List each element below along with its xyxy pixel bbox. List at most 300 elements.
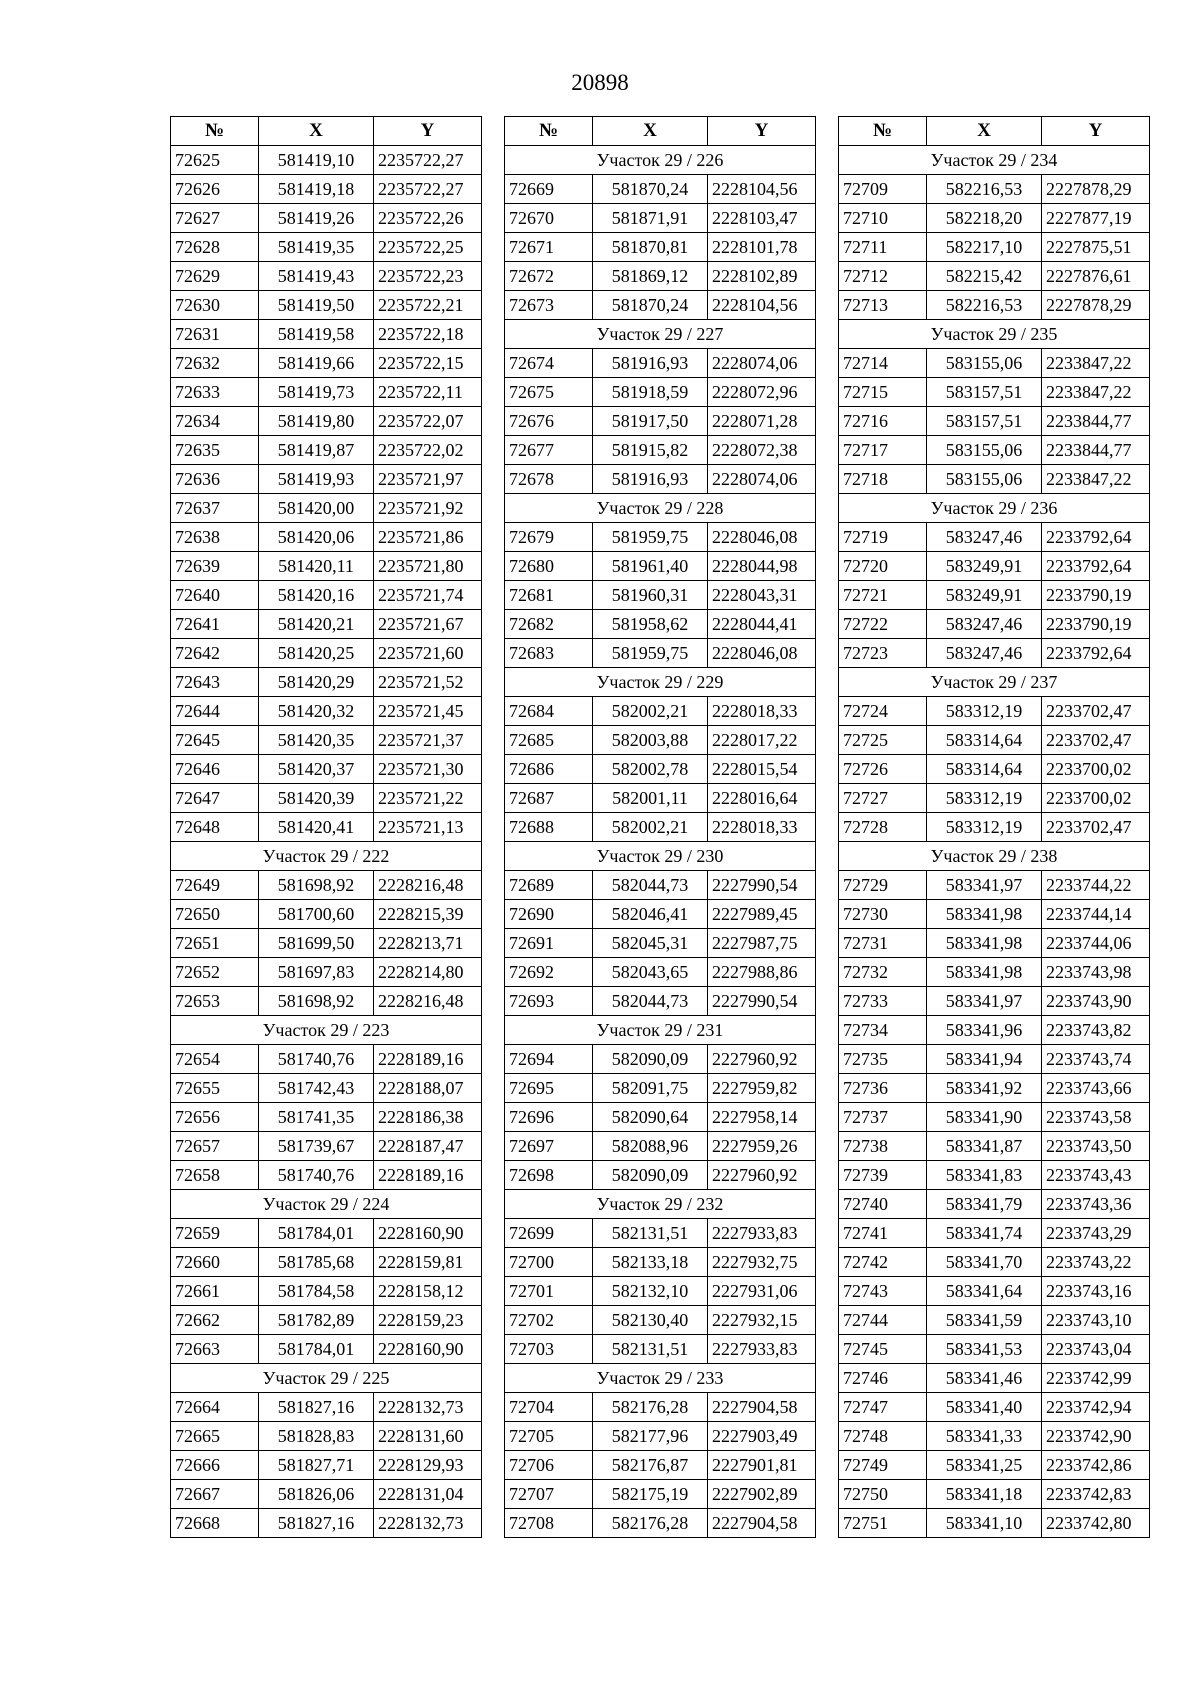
table-row	[505, 1132, 816, 1161]
cell-y: 2235721,22	[374, 784, 482, 813]
cell-y: 2227988,86	[708, 958, 816, 987]
cell-num: 72689	[505, 871, 593, 900]
cell-y: 2235722,21	[374, 291, 482, 320]
table-row	[839, 349, 1150, 378]
table-row	[505, 958, 816, 987]
cell-x: 582002,21	[593, 697, 708, 726]
cell-num: 72663	[171, 1335, 259, 1364]
section-title: Участок 29 / 229	[505, 668, 816, 697]
cell-y: 2227901,81	[708, 1451, 816, 1480]
cell-num: 72654	[171, 1045, 259, 1074]
table-row	[171, 436, 482, 465]
cell-y: 2233743,22	[1042, 1248, 1150, 1277]
table-row	[171, 1219, 482, 1248]
table-row	[839, 726, 1150, 755]
cell-num: 72732	[839, 958, 927, 987]
cell-y: 2228131,60	[374, 1422, 482, 1451]
cell-y: 2235721,80	[374, 552, 482, 581]
cell-x: 582177,96	[593, 1422, 708, 1451]
cell-x: 581420,25	[259, 639, 374, 668]
cell-y: 2235722,23	[374, 262, 482, 291]
cell-num: 72671	[505, 233, 593, 262]
table-row	[505, 755, 816, 784]
cell-num: 72707	[505, 1480, 593, 1509]
cell-num: 72720	[839, 552, 927, 581]
cell-num: 72645	[171, 726, 259, 755]
cell-num: 72657	[171, 1132, 259, 1161]
cell-x: 581826,06	[259, 1480, 374, 1509]
table-row	[505, 349, 816, 378]
cell-x: 583312,19	[927, 813, 1042, 842]
table-row	[839, 1480, 1150, 1509]
table-row	[171, 1074, 482, 1103]
cell-num: 72669	[505, 175, 593, 204]
cell-x: 582002,21	[593, 813, 708, 842]
cell-y: 2227877,19	[1042, 204, 1150, 233]
cell-x: 581870,24	[593, 175, 708, 204]
cell-x: 583247,46	[927, 610, 1042, 639]
cell-num: 72678	[505, 465, 593, 494]
cell-y: 2233702,47	[1042, 813, 1150, 842]
cell-x: 581785,68	[259, 1248, 374, 1277]
table-row	[505, 1219, 816, 1248]
cell-y: 2233847,22	[1042, 378, 1150, 407]
cell-y: 2233742,90	[1042, 1422, 1150, 1451]
table-row	[171, 639, 482, 668]
table-row	[839, 552, 1150, 581]
cell-y: 2233792,64	[1042, 523, 1150, 552]
cell-y: 2228215,39	[374, 900, 482, 929]
section-row	[171, 1364, 482, 1393]
cell-x: 583247,46	[927, 523, 1042, 552]
cell-x: 581869,12	[593, 262, 708, 291]
cell-x: 583341,53	[927, 1335, 1042, 1364]
cell-y: 2227878,29	[1042, 175, 1150, 204]
section-row	[839, 146, 1150, 175]
coordinate-table-left	[170, 116, 482, 1538]
section-row	[839, 668, 1150, 697]
table-row	[505, 291, 816, 320]
cell-num: 72648	[171, 813, 259, 842]
cell-x: 582133,18	[593, 1248, 708, 1277]
table-row	[171, 146, 482, 175]
cell-y: 2235721,30	[374, 755, 482, 784]
table-row	[505, 1161, 816, 1190]
cell-x: 581419,50	[259, 291, 374, 320]
cell-y: 2227933,83	[708, 1219, 816, 1248]
cell-num: 72717	[839, 436, 927, 465]
cell-x: 582002,78	[593, 755, 708, 784]
table-row	[839, 813, 1150, 842]
section-row	[505, 842, 816, 871]
cell-x: 583155,06	[927, 349, 1042, 378]
cell-y: 2233743,16	[1042, 1277, 1150, 1306]
cell-x: 583341,92	[927, 1074, 1042, 1103]
table-row	[839, 610, 1150, 639]
cell-x: 582131,51	[593, 1219, 708, 1248]
cell-x: 583341,94	[927, 1045, 1042, 1074]
table-row	[171, 784, 482, 813]
cell-num: 72731	[839, 929, 927, 958]
cell-y: 2228015,54	[708, 755, 816, 784]
cell-y: 2233702,47	[1042, 726, 1150, 755]
cell-y: 2228186,38	[374, 1103, 482, 1132]
cell-num: 72730	[839, 900, 927, 929]
table-body	[839, 146, 1150, 1538]
table-row	[171, 1103, 482, 1132]
section-row	[505, 668, 816, 697]
header-y: Y	[708, 117, 816, 146]
cell-x: 581419,10	[259, 146, 374, 175]
cell-y: 2228214,80	[374, 958, 482, 987]
cell-num: 72725	[839, 726, 927, 755]
table-row	[505, 523, 816, 552]
section-title: Участок 29 / 223	[171, 1016, 482, 1045]
table-row	[171, 1422, 482, 1451]
cell-num: 72696	[505, 1103, 593, 1132]
table-row	[171, 1248, 482, 1277]
cell-x: 581698,92	[259, 987, 374, 1016]
cell-x: 583341,70	[927, 1248, 1042, 1277]
header-num: №	[171, 117, 259, 146]
cell-y: 2227990,54	[708, 987, 816, 1016]
section-title: Участок 29 / 234	[839, 146, 1150, 175]
table-row	[505, 900, 816, 929]
cell-x: 581698,92	[259, 871, 374, 900]
cell-num: 72710	[839, 204, 927, 233]
cell-x: 581697,83	[259, 958, 374, 987]
cell-y: 2228131,04	[374, 1480, 482, 1509]
table-row	[839, 1190, 1150, 1219]
section-row	[505, 1016, 816, 1045]
cell-num: 72751	[839, 1509, 927, 1538]
cell-y: 2228018,33	[708, 813, 816, 842]
cell-x: 582176,28	[593, 1509, 708, 1538]
cell-x: 583341,87	[927, 1132, 1042, 1161]
cell-num: 72701	[505, 1277, 593, 1306]
cell-y: 2235721,60	[374, 639, 482, 668]
cell-x: 581420,29	[259, 668, 374, 697]
cell-num: 72661	[171, 1277, 259, 1306]
table-row	[171, 465, 482, 494]
table-row	[505, 1045, 816, 1074]
table-row	[505, 465, 816, 494]
cell-num: 72646	[171, 755, 259, 784]
cell-x: 583341,98	[927, 958, 1042, 987]
cell-y: 2233844,77	[1042, 436, 1150, 465]
table-row	[839, 1277, 1150, 1306]
cell-x: 581419,93	[259, 465, 374, 494]
cell-y: 2233790,19	[1042, 581, 1150, 610]
cell-y: 2228129,93	[374, 1451, 482, 1480]
cell-num: 72642	[171, 639, 259, 668]
table-row	[839, 1074, 1150, 1103]
table-row	[839, 871, 1150, 900]
cell-num: 72727	[839, 784, 927, 813]
table-row	[171, 1509, 482, 1538]
table-row	[839, 175, 1150, 204]
cell-num: 72726	[839, 755, 927, 784]
cell-x: 582001,11	[593, 784, 708, 813]
cell-num: 72652	[171, 958, 259, 987]
cell-x: 581739,67	[259, 1132, 374, 1161]
cell-num: 72705	[505, 1422, 593, 1451]
cell-num: 72695	[505, 1074, 593, 1103]
cell-x: 581740,76	[259, 1045, 374, 1074]
cell-num: 72704	[505, 1393, 593, 1422]
cell-x: 582088,96	[593, 1132, 708, 1161]
cell-y: 2227959,82	[708, 1074, 816, 1103]
cell-y: 2228158,12	[374, 1277, 482, 1306]
cell-y: 2233743,58	[1042, 1103, 1150, 1132]
cell-x: 582132,10	[593, 1277, 708, 1306]
cell-y: 2233790,19	[1042, 610, 1150, 639]
cell-num: 72690	[505, 900, 593, 929]
cell-x: 583247,46	[927, 639, 1042, 668]
table-row	[839, 987, 1150, 1016]
table-row	[171, 175, 482, 204]
cell-y: 2228044,41	[708, 610, 816, 639]
table-row	[839, 233, 1150, 262]
table-row	[505, 407, 816, 436]
table-row	[839, 1393, 1150, 1422]
cell-num: 72625	[171, 146, 259, 175]
cell-num: 72724	[839, 697, 927, 726]
cell-x: 581419,80	[259, 407, 374, 436]
table-row	[839, 1335, 1150, 1364]
cell-y: 2228103,47	[708, 204, 816, 233]
section-row	[839, 842, 1150, 871]
cell-num: 72693	[505, 987, 593, 1016]
table-body	[171, 146, 482, 1538]
cell-y: 2233792,64	[1042, 639, 1150, 668]
cell-y: 2227903,49	[708, 1422, 816, 1451]
table-row	[839, 523, 1150, 552]
table-row	[171, 1132, 482, 1161]
cell-num: 72659	[171, 1219, 259, 1248]
cell-y: 2233743,29	[1042, 1219, 1150, 1248]
table-row	[505, 233, 816, 262]
cell-num: 72688	[505, 813, 593, 842]
cell-num: 72643	[171, 668, 259, 697]
cell-x: 581918,59	[593, 378, 708, 407]
cell-y: 2228072,38	[708, 436, 816, 465]
cell-num: 72637	[171, 494, 259, 523]
table-row	[839, 697, 1150, 726]
cell-y: 2228074,06	[708, 465, 816, 494]
table-row	[171, 668, 482, 697]
cell-num: 72699	[505, 1219, 593, 1248]
cell-x: 583341,83	[927, 1161, 1042, 1190]
cell-num: 72674	[505, 349, 593, 378]
cell-x: 581419,18	[259, 175, 374, 204]
cell-y: 2235721,37	[374, 726, 482, 755]
table-row	[171, 523, 482, 552]
cell-num: 72681	[505, 581, 593, 610]
cell-x: 582216,53	[927, 175, 1042, 204]
cell-num: 72640	[171, 581, 259, 610]
cell-num: 72742	[839, 1248, 927, 1277]
table-row	[171, 494, 482, 523]
cell-y: 2227960,92	[708, 1161, 816, 1190]
cell-x: 583341,90	[927, 1103, 1042, 1132]
cell-num: 72660	[171, 1248, 259, 1277]
cell-num: 72653	[171, 987, 259, 1016]
cell-x: 583341,79	[927, 1190, 1042, 1219]
cell-y: 2235721,74	[374, 581, 482, 610]
cell-y: 2227904,58	[708, 1509, 816, 1538]
cell-num: 72738	[839, 1132, 927, 1161]
section-title: Участок 29 / 222	[171, 842, 482, 871]
table-row	[171, 262, 482, 291]
section-title: Участок 29 / 236	[839, 494, 1150, 523]
table-row	[505, 929, 816, 958]
table-row	[505, 871, 816, 900]
cell-num: 72651	[171, 929, 259, 958]
cell-num: 72743	[839, 1277, 927, 1306]
cell-x: 583312,19	[927, 784, 1042, 813]
table-row	[171, 407, 482, 436]
cell-num: 72668	[171, 1509, 259, 1538]
table-row	[171, 610, 482, 639]
cell-x: 583341,40	[927, 1393, 1042, 1422]
cell-num: 72749	[839, 1451, 927, 1480]
table-row	[505, 1277, 816, 1306]
section-row	[839, 494, 1150, 523]
section-row	[171, 842, 482, 871]
cell-x: 581419,26	[259, 204, 374, 233]
header-y: Y	[374, 117, 482, 146]
table-row	[505, 552, 816, 581]
cell-num: 72694	[505, 1045, 593, 1074]
cell-x: 581870,24	[593, 291, 708, 320]
section-row	[505, 1364, 816, 1393]
cell-y: 2233700,02	[1042, 784, 1150, 813]
cell-y: 2227990,54	[708, 871, 816, 900]
table-row	[839, 1306, 1150, 1335]
table-row	[171, 755, 482, 784]
cell-num: 72679	[505, 523, 593, 552]
cell-x: 581960,31	[593, 581, 708, 610]
cell-x: 581420,16	[259, 581, 374, 610]
cell-num: 72639	[171, 552, 259, 581]
cell-x: 582044,73	[593, 871, 708, 900]
table-row	[839, 1219, 1150, 1248]
cell-num: 72744	[839, 1306, 927, 1335]
cell-num: 72713	[839, 291, 927, 320]
coordinate-table-right	[838, 116, 1150, 1538]
header-x: X	[259, 117, 374, 146]
table-row	[505, 726, 816, 755]
cell-y: 2228102,89	[708, 262, 816, 291]
cell-num: 72692	[505, 958, 593, 987]
cell-y: 2228160,90	[374, 1219, 482, 1248]
table-row	[839, 755, 1150, 784]
cell-x: 583249,91	[927, 552, 1042, 581]
cell-y: 2233743,74	[1042, 1045, 1150, 1074]
table-row	[839, 1103, 1150, 1132]
cell-num: 72709	[839, 175, 927, 204]
cell-num: 72734	[839, 1016, 927, 1045]
page-number: 20898	[571, 70, 629, 95]
cell-num: 72687	[505, 784, 593, 813]
cell-x: 582044,73	[593, 987, 708, 1016]
cell-y: 2233743,66	[1042, 1074, 1150, 1103]
cell-x: 581827,71	[259, 1451, 374, 1480]
cell-x: 582003,88	[593, 726, 708, 755]
cell-y: 2233700,02	[1042, 755, 1150, 784]
header-y: Y	[1042, 117, 1150, 146]
table-header-row	[505, 117, 816, 146]
cell-num: 72632	[171, 349, 259, 378]
cell-num: 72676	[505, 407, 593, 436]
table-row	[505, 1509, 816, 1538]
cell-y: 2235721,13	[374, 813, 482, 842]
section-title: Участок 29 / 232	[505, 1190, 816, 1219]
table-row	[839, 378, 1150, 407]
table-row	[171, 1480, 482, 1509]
cell-y: 2227904,58	[708, 1393, 816, 1422]
cell-x: 581420,21	[259, 610, 374, 639]
table-row	[839, 1045, 1150, 1074]
table-row	[839, 581, 1150, 610]
cell-x: 581742,43	[259, 1074, 374, 1103]
cell-x: 582091,75	[593, 1074, 708, 1103]
table-row	[171, 697, 482, 726]
header-x: X	[593, 117, 708, 146]
cell-y: 2227932,15	[708, 1306, 816, 1335]
cell-y: 2228132,73	[374, 1393, 482, 1422]
section-title: Участок 29 / 227	[505, 320, 816, 349]
cell-num: 72629	[171, 262, 259, 291]
table-row	[839, 1161, 1150, 1190]
cell-x: 581419,73	[259, 378, 374, 407]
cell-y: 2228216,48	[374, 987, 482, 1016]
cell-x: 581827,16	[259, 1509, 374, 1538]
cell-y: 2227931,06	[708, 1277, 816, 1306]
cell-num: 72715	[839, 378, 927, 407]
section-row	[505, 1190, 816, 1219]
cell-x: 583341,18	[927, 1480, 1042, 1509]
cell-y: 2227989,45	[708, 900, 816, 929]
cell-y: 2235722,07	[374, 407, 482, 436]
cell-y: 2235722,27	[374, 175, 482, 204]
cell-y: 2228043,31	[708, 581, 816, 610]
cell-num: 72684	[505, 697, 593, 726]
cell-y: 2227876,61	[1042, 262, 1150, 291]
cell-x: 583341,10	[927, 1509, 1042, 1538]
table-row	[171, 1335, 482, 1364]
table-row	[839, 958, 1150, 987]
table-row	[839, 407, 1150, 436]
table-row	[505, 813, 816, 842]
table-row	[505, 1393, 816, 1422]
cell-num: 72714	[839, 349, 927, 378]
cell-x: 583157,51	[927, 407, 1042, 436]
table-row	[505, 639, 816, 668]
cell-x: 581915,82	[593, 436, 708, 465]
table-row	[839, 1422, 1150, 1451]
table-row	[839, 1451, 1150, 1480]
table-row	[171, 726, 482, 755]
table-row	[505, 1306, 816, 1335]
cell-x: 582131,51	[593, 1335, 708, 1364]
table-row	[839, 929, 1150, 958]
cell-x: 581784,01	[259, 1219, 374, 1248]
cell-x: 581420,32	[259, 697, 374, 726]
table-row	[171, 1306, 482, 1335]
section-row	[505, 146, 816, 175]
